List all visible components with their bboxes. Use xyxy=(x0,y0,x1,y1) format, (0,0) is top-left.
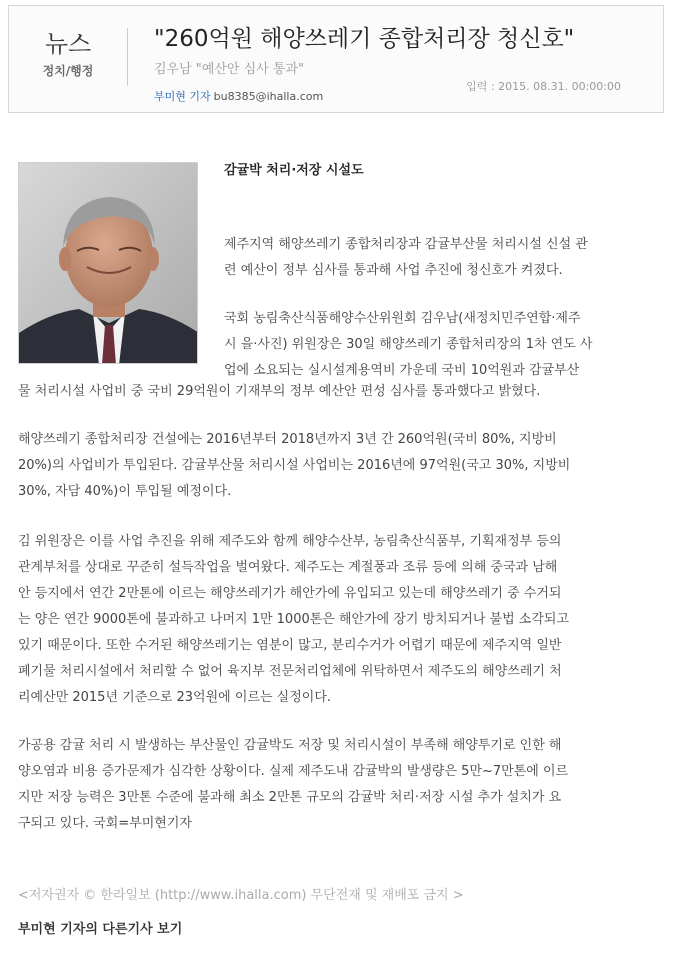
paragraph-line: 국회 농림축산식품해양수산위원회 김우남(새정치민주연합·제주 xyxy=(224,311,581,326)
portrait-photo xyxy=(18,162,198,364)
section-box xyxy=(9,6,127,112)
paragraph-line: 양오염과 비용 증가문제가 심각한 상황이다. 실제 제주도내 감귤박의 발생량은 5만~7만톤에 이르 xyxy=(18,764,569,779)
paragraph-line: 리예산만 2015년 기준으로 23억원에 이르는 실정이다. xyxy=(18,690,332,705)
portrait-photo-svg xyxy=(19,163,198,364)
paragraph-line: 는 양은 연간 9000톤에 불과하고 나머지 1만 1000톤은 해안가에 장기 방치되거나 불법 소각되고 xyxy=(18,612,569,627)
subheadline: 김우남 "예산안 심사 통과" xyxy=(154,62,304,77)
section-name[interactable]: 뉴스 xyxy=(44,30,92,58)
copyright-notice: <저자권자 © 한라일보 (http://www.ihalla.com) 무단전재 및 재배포 금지 > xyxy=(18,888,464,903)
reporter-email[interactable]: bu8385@ihalla.com xyxy=(213,90,324,103)
headline: "260억원 해양쓰레기 종합처리장 청신호" xyxy=(154,26,575,52)
article-kicker: 감귤박 처리·저장 시설도 xyxy=(224,163,364,178)
paragraph-line: 김 위원장은 이를 사업 추진을 위해 제주도와 함께 해양수산부, 농림축산식품부, 기획재정부 등의 xyxy=(18,534,562,549)
paragraph-line: 있기 때문이다. 또한 수거된 해양쓰레기는 염분이 많고, 분리수거가 어렵기 때문에 제주지역 일반 xyxy=(18,638,562,653)
paragraph-line: 30%, 자담 40%)이 투입될 예정이다. xyxy=(18,484,232,499)
paragraph-line: 물 처리시설 사업비 중 국비 29억원이 기재부의 정부 예산안 편성 심사를 통과했다고 밝혔다. xyxy=(18,384,541,399)
paragraph-line: 관계부처를 상대로 꾸준히 설득작업을 벌여왔다. 제주도는 계절풍과 조류 등에 의해 중국과 남해 xyxy=(18,560,558,575)
publish-date: 입력 : 2015. 08.31. 00:00:00 xyxy=(466,80,621,93)
paragraph-line: 업에 소요되는 실시설계용역비 가운데 국비 10억원과 감귤부산 xyxy=(224,363,580,378)
paragraph-line: 가공용 감귤 처리 시 발생하는 부산물인 감귤박도 저장 및 처리시설이 부족해 해양투기로 인한 해 xyxy=(18,738,562,753)
paragraph-line: 련 예산이 정부 심사를 통과해 사업 추진에 청신호가 켜졌다. xyxy=(224,263,563,278)
byline xyxy=(154,88,323,104)
paragraph-line: 제주지역 해양쓰레기 종합처리장과 감귤부산물 처리시설 신설 관 xyxy=(224,237,588,252)
paragraph-line: 시 을·사진) 위원장은 30일 해양쓰레기 종합처리장의 1차 연도 사 xyxy=(224,337,593,352)
reporter-more-articles-link[interactable]: 부미현 기자의 다른기사 보기 xyxy=(18,922,183,937)
paragraph-line: 폐기물 처리시설에서 처리할 수 없어 육지부 전문처리업체에 위탁하면서 제주도의 해양쓰레기 처 xyxy=(18,664,562,679)
reporter-name[interactable]: 부미현 기자 xyxy=(154,90,211,103)
category-name[interactable]: 정치/행정 xyxy=(42,64,94,78)
paragraph-4 xyxy=(18,529,569,711)
paragraph-line: 구되고 있다. 국회=부미현기자 xyxy=(18,816,192,831)
paragraph-line: 20%)의 사업비가 투입된다. 감귤부산물 처리시설 사업비는 2016년에 97억원(국고 30%, 지방비 xyxy=(18,458,571,473)
paragraph-line: 해양쓰레기 종합처리장 건설에는 2016년부터 2018년까지 3년 간 260억원(국비 80%, 지방비 xyxy=(18,432,557,447)
article-header xyxy=(8,5,664,113)
header-divider xyxy=(127,28,128,86)
paragraph-1 xyxy=(224,232,588,284)
paragraph-line: 안 등지에서 연간 2만톤에 이르는 해양쓰레기가 해안가에 유입되고 있는데 해양쓰레기 중 수거되 xyxy=(18,586,562,601)
paragraph-2-continued xyxy=(18,379,540,405)
paragraph-line: 지만 저장 능력은 3만톤 수준에 불과해 최소 2만톤 규모의 감귤박 처리·저장 시설 추가 설치가 요 xyxy=(18,790,562,805)
paragraph-3 xyxy=(18,427,570,505)
paragraph-5 xyxy=(18,733,568,837)
paragraph-2 xyxy=(224,306,592,384)
